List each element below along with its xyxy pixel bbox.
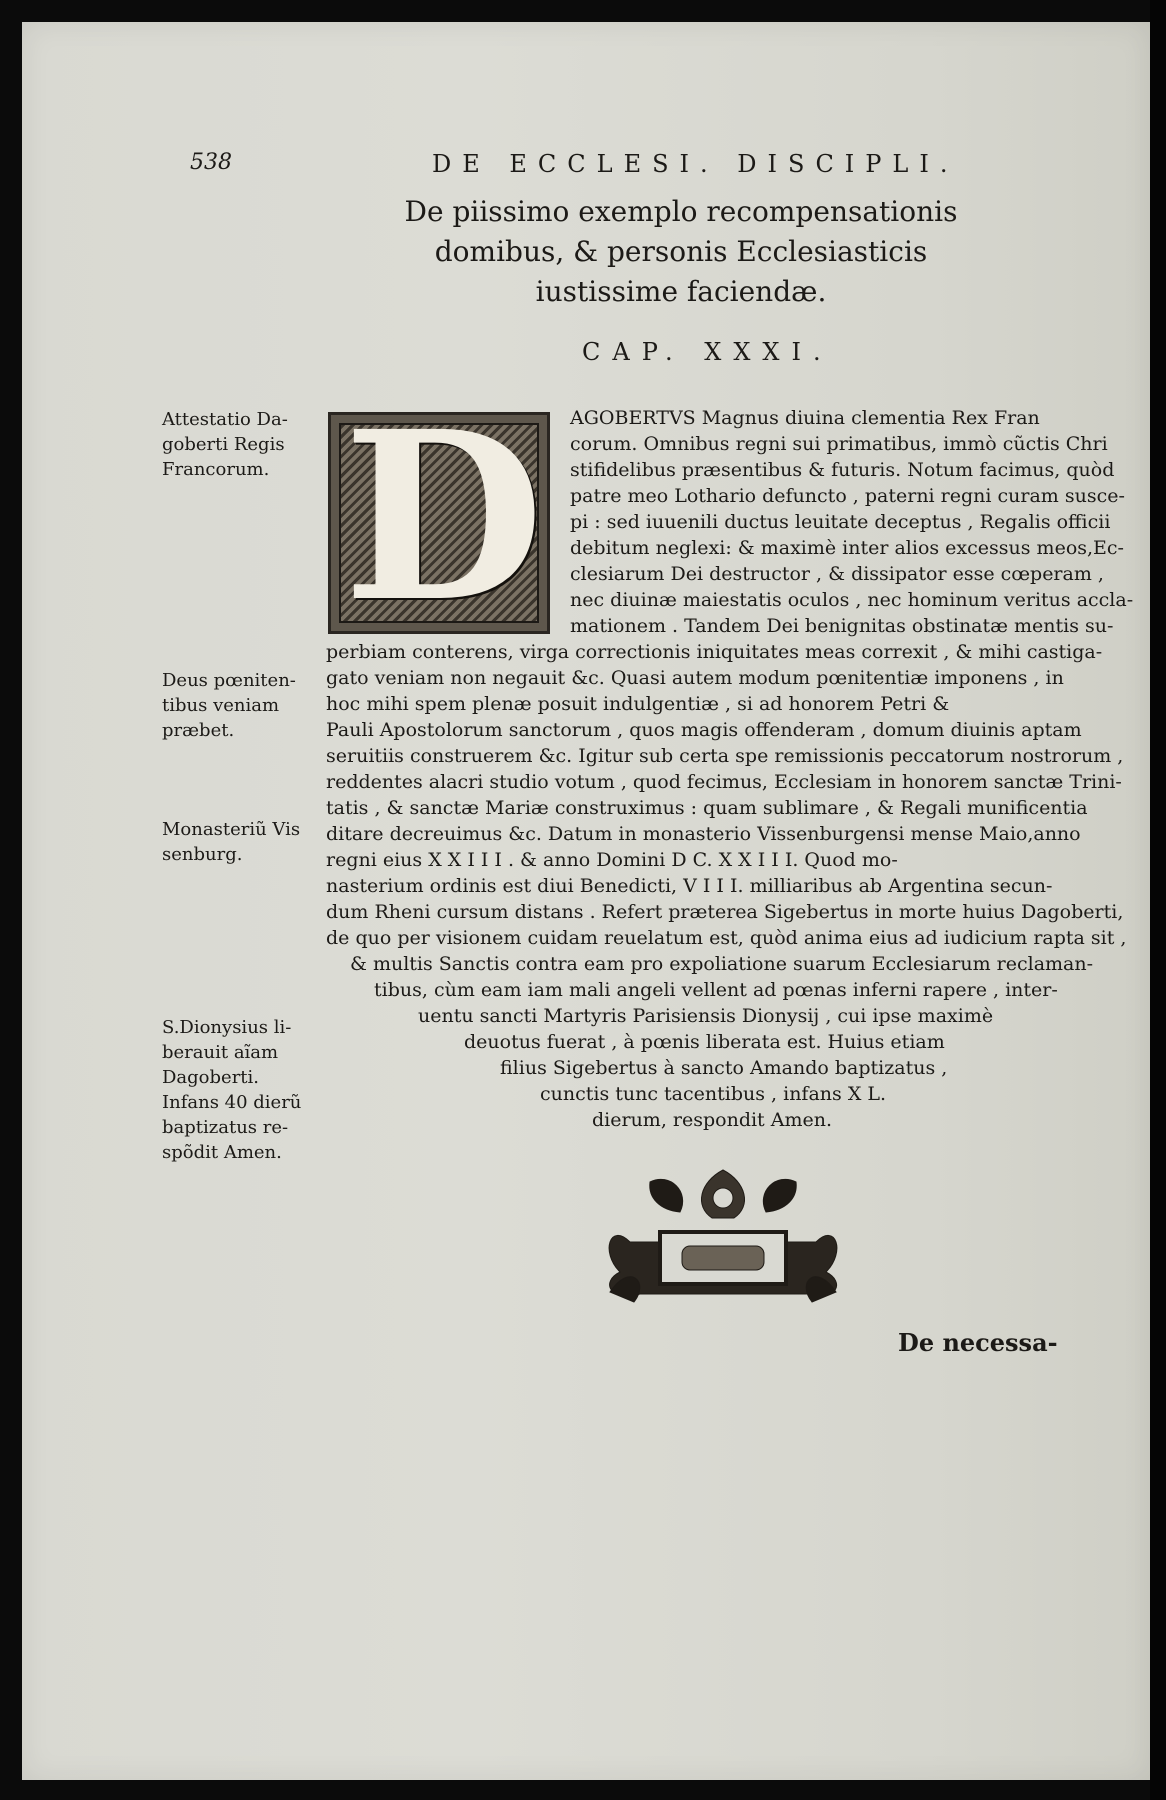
running-title: DE ECCLESI. DISCIPLI. [432, 150, 959, 178]
text-line: dum Rheni cursum distans . Refert præterea Sigebertus in morte huius Dagoberti, [326, 901, 1124, 923]
text-line: seruitiis construerem &c. Igitur sub certa spe remissionis peccatorum nostrorum , [326, 745, 1124, 767]
text-line: tibus, cùm eam iam mali angeli vellent ad pœnas inferni rapere , inter- [374, 979, 1058, 1001]
text-line: mationem . Tandem Dei benignitas obstinatæ mentis su- [570, 615, 1114, 637]
text-line: perbiam conterens, virga correctionis iniquitates meas correxit , & mihi castiga- [326, 641, 1103, 663]
margin-note: S.Dionysius li- berauit aĩam Dagoberti. Infans 40 dierũ baptizatus re- spõdit Amen. [162, 1017, 302, 1163]
margin-note: Deus pœniten- tibus veniam præbet. [162, 670, 296, 741]
running-head [22, 150, 1150, 180]
title-line: iustissime faciendæ. [535, 275, 827, 308]
text-line: Pauli Apostolorum sanctorum , quos magis offenderam , domum diuinis aptam [326, 719, 1082, 741]
text-line: ditare decreuimus &c. Datum in monasterio Vissenburgensi mense Maio,anno [326, 823, 1081, 845]
catchword: De necessa- [898, 1328, 1058, 1357]
book-page [22, 22, 1150, 1780]
printers-ornament [590, 1162, 856, 1310]
text-line: de quo per visionem cuidam reuelatum est, quòd anima eius ad iudicium rapta sit , [326, 927, 1127, 949]
text-line: filius Sigebertus à sancto Amando baptizatus , [500, 1057, 948, 1079]
title-line: domibus, & personis Ecclesiasticis [434, 235, 928, 268]
text-line: reddentes alacri studio votum , quod fecimus, Ecclesiam in honorem sanctæ Trini- [326, 771, 1122, 793]
text-line: cunctis tunc tacentibus , infans X L. [540, 1083, 887, 1105]
text-line: AGOBERTVS Magnus diuina clementia Rex Fran [570, 407, 1040, 429]
chapter-number: CAP. XXXI. [582, 338, 833, 366]
right-border [1150, 0, 1166, 1800]
title-line: De piissimo exemplo recompensationis [404, 195, 958, 228]
text-line: hoc mihi spem plenæ posuit indulgentiæ , si ad honorem Petri & [326, 693, 950, 715]
text-line: dierum, respondit Amen. [592, 1109, 832, 1131]
chapter-title [22, 192, 1150, 312]
text-line: clesiarum Dei destructor , & dissipator esse cœperam , [570, 563, 1104, 585]
initial-letter: D [343, 380, 545, 653]
text-line: patre meo Lothario defuncto , paterni regni curam susce- [570, 485, 1125, 507]
text-line: nasterium ordinis est diui Benedicti, V I I I. milliaribus ab Argentina secun- [326, 875, 1053, 897]
text-line: corum. Omnibus regni sui primatibus, immò cũctis Chri [570, 433, 1108, 455]
page-number: 538 [190, 150, 232, 175]
text-line: & multis Sanctis contra eam pro expoliatione suarum Ecclesiarum reclaman- [350, 953, 1094, 975]
margin-note: Attestatio Da- goberti Regis Francorum. [162, 409, 288, 480]
text-line: gato veniam non negauit &c. Quasi autem modum pœnitentiæ imponens , in [326, 667, 1064, 689]
text-line: uentu sancti Martyris Parisiensis Dionysij , cui ipse maximè [418, 1005, 994, 1027]
margin-note: Monasteriũ Vis senburg. [162, 819, 301, 865]
text-line: debitum neglexi: & maximè inter alios excessus meos,Ec- [570, 537, 1124, 559]
text-line: stifidelibus præsentibus & futuris. Notum facimus, quòd [570, 459, 1115, 481]
decorated-initial [328, 380, 550, 653]
text-line: regni eius X X I I I . & anno Domini D C. X X I I I. Quod mo- [326, 849, 898, 871]
text-line: pi : sed iuuenili ductus leuitate deceptus , Regalis officii [570, 511, 1111, 533]
text-line: deuotus fuerat , à pœnis liberata est. Huius etiam [464, 1031, 945, 1053]
text-line: nec diuinæ maiestatis oculos , nec hominum veritus accla- [570, 589, 1134, 611]
text-line: tatis , & sanctæ Mariæ construximus : quam sublimare , & Regali munificentia [326, 797, 1088, 819]
